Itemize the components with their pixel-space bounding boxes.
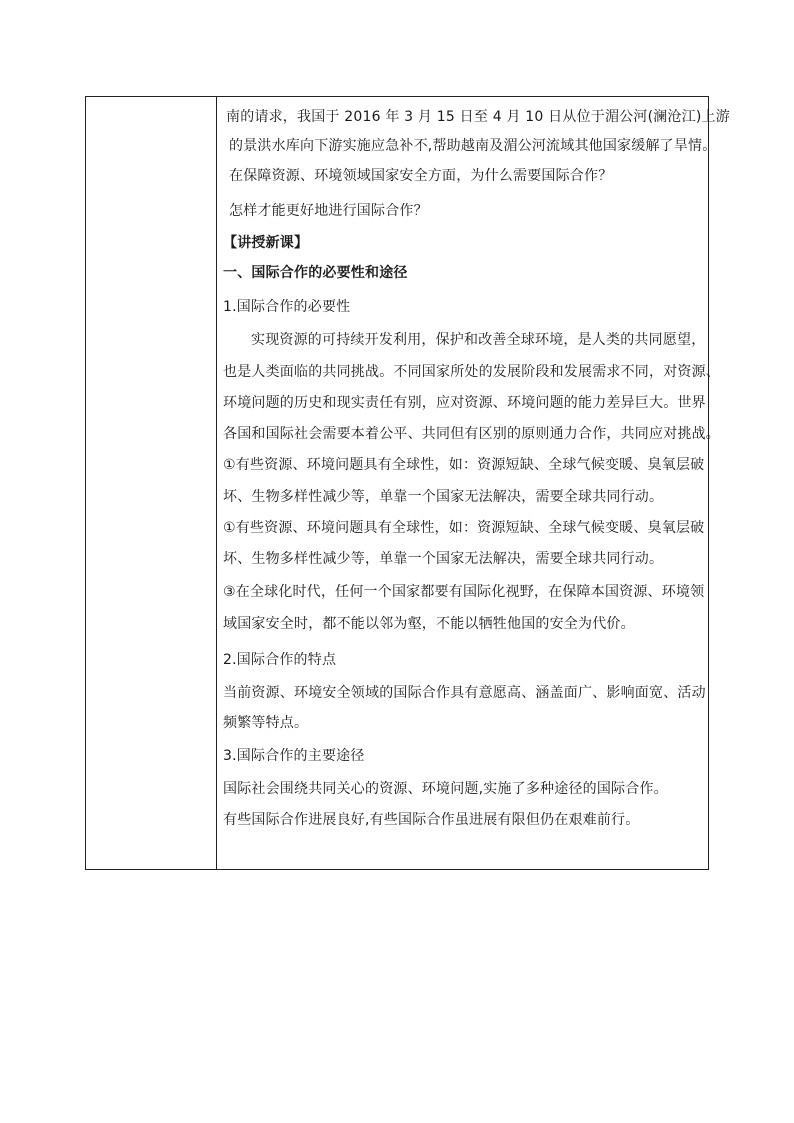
text-line: 的景洪水库向下游实施应急补不,帮助越南及湄公河流域其他国家缓解了旱情。	[229, 138, 717, 154]
list-item-line: 坏、生物多样性减少等，单靠一个国家无法解决，需要全球共同行动。	[223, 489, 664, 505]
section-heading: 一、国际合作的必要性和途径	[223, 265, 408, 281]
list-item-line: ①有些资源、环境问题具有全球性，如：资源短缺、全球气候变暖、臭氧层破	[223, 457, 705, 473]
list-item-line: 域国家安全时，都不能以邻为壑，不能以牺牲他国的安全为代价。	[223, 616, 635, 632]
paragraph-line: 有些国际合作进展良好,有些国际合作虽进展有限但仍在艰难前行。	[223, 812, 640, 828]
question-line: 在保障资源、环境领域国家安全方面，为什么需要国际合作？	[229, 168, 613, 184]
paragraph-line: 也是人类面临的共同挑战。不同国家所处的发展阶段和发展需求不同，对资源、	[223, 364, 720, 380]
left-column-cell	[86, 97, 217, 869]
section-tag: 【讲授新课】	[223, 235, 309, 251]
list-item-line: ③在全球化时代，任何一个国家都要有国际化视野，在保障本国资源、环境领	[223, 584, 705, 600]
content-cell	[217, 97, 730, 869]
paragraph-line: 环境问题的历史和现实责任有别，应对资源、环境问题的能力差异巨大。世界	[223, 395, 706, 411]
subsection-heading: 1.国际合作的必要性	[223, 299, 351, 315]
list-item-line: ①有些资源、环境问题具有全球性，如：资源短缺、全球气候变暖、臭氧层破	[223, 520, 705, 536]
paragraph-line: 实现资源的可持续开发利用，保护和改善全球环境，是人类的共同愿望，	[251, 332, 706, 348]
lesson-table	[85, 96, 730, 870]
subsection-heading: 2.国际合作的特点	[223, 652, 337, 668]
paragraph-line: 当前资源、环境安全领域的国际合作具有意愿高、涵盖面广、影响面宽、活动	[223, 685, 706, 701]
subsection-heading: 3.国际合作的主要途径	[223, 748, 365, 764]
paragraph-line: 国际社会围绕共同关心的资源、环境问题,实施了多种途径的国际合作。	[223, 781, 668, 797]
paragraph-line: 各国和国际社会需要本着公平、共同但有区别的原则通力合作，共同应对挑战。	[223, 426, 720, 442]
paragraph-line: 频繁等特点。	[223, 715, 309, 731]
question-line: 怎样才能更好地进行国际合作？	[229, 203, 428, 219]
text-line: 南的请求，我国于 2016 年 3 月 15 日至 4 月 10 日从位于湄公河(澜沧江)上游	[226, 109, 730, 125]
list-item-line: 坏、生物多样性减少等，单靠一个国家无法解决，需要全球共同行动。	[223, 551, 664, 567]
